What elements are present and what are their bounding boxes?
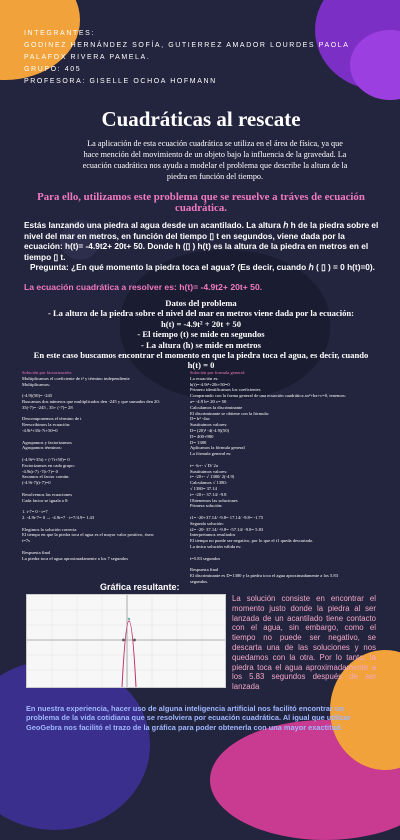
graph-parabola (122, 621, 136, 687)
experience-paragraph: En nuestra experiencia, hacer uso de alguna inteligencia artificial nos facilitó encontrar un problema de la vida cotidiana que se resolviera por ecuación cuadrática. Al igual que utilizar GeoGebra nos facilitó el trazo de la gráfica para poder obtenerla con una mayor exactitud. (26, 704, 351, 732)
formula-label: Solución por formula general: (190, 370, 246, 375)
header-line-integrantes: INTEGRANTES: (24, 30, 95, 37)
problem-data-title: Datos del problema (165, 298, 237, 308)
problem-data-line-3: - El tiempo (t) se mide en segundos (137, 329, 265, 340)
graph-root-positive (133, 639, 136, 642)
graph-plot (27, 595, 225, 687)
problem-data (28, 298, 374, 371)
graph-vertex (128, 618, 130, 620)
purpose-statement: Para ello, utilizamos este problema que se resuelve a tráves de ecuación cuadrática. (37, 191, 365, 214)
factorization-body: Multiplicamos el coeficiente de t² y término independiente Multiplicamos: (-4.9)(50)= -245 Buscamos dos números que multiplicados den -245 y que sumados den 20: 35(-7)= -245 , 35+ (-7)= 28 Descomponemos el término de t Reescribimos la ecuación: -4.9t²+35t-7t+50=0 Agrupamos y factorizamos Agrupamos términos: (-4.9t²+35t) + (-7t+50)= 0 Factorizamos en cada grupo: -4.9t(t-7) -7(t-7)= 0 Sacamos el factor común: (-4.9t-7)(t-7)=0 Resolvemos las ecuaciones Cada factor se iguala a 0: 1. t-7= 0 - t=7 2. -4.9t-7= 0 → -4.9t=7 · t=7/4.9= 1.43 Elegimos la solución correcta El tiempo en que la piedra toca el agua es el mayor valor positivo, ósea: t=7s Respuesta final La piedra toca el agua aproximadamente a los 7 segundos (22, 375, 160, 561)
graph-root-negative (122, 639, 125, 642)
problem-data-line-2: h(t) = -4.9t² + 20t + 50 (160, 318, 242, 329)
factorization-label: Solución por factorización: (22, 370, 73, 375)
geogebra-graph-image (26, 594, 226, 688)
problem-data-line-1: - La altura de la piedra sobre el nivel del mar en metros viene dada por la ecuación: (47, 308, 355, 319)
factorization-solution (22, 370, 190, 561)
problem-statement (24, 220, 380, 273)
problem-data-line-5: En este caso buscamos encontrar el momento en que la piedra toca el agua, es decir, cuando h(t) = 0 (33, 350, 369, 371)
formula-solution (190, 370, 380, 584)
question-text: Pregunta: ¿En qué momento la piedra toca el agua? (Es decir, cuando ℎ ( ▯ ) = 0 h(t)=0). (30, 262, 375, 273)
header-line-group: GRUPO: 405 (24, 66, 82, 73)
problem-text: Estás lanzando una piedra al agua desde un acantilado. La altura ℎ h de la piedra sobre el nivel del mar en metros, en función del tiempo ▯ t en segundos, viene dada por la ecuación: h(t)= -4.9t2+ 20t+ 50. Donde h (▯ ) h(t) es la altura de la piedra en metros en el tiempo ▯ t. (24, 220, 379, 262)
formula-body: La ecuación es: h(t)=-4.9t²+20t+50=0 Primero identificamos los coeficientes Comparando con la forma general de una ecuación cuadrática ax²+bx+c=0, tenemos: a= -4.9 b= 20 c= 50 Calculamos la discriminante El discriminante se obtiene con la fórmula: D= b² -4ac Sustituimos valores: D= (20)² -4(-4.9)(50) D= 400+980 D= 1380 Aplicamos la fórmula general La fórmula general es: t= -b+- √ D/ 2a Sustituimos valores: t= -20+- √ 1380/ 2(-4.9) Calculamos √ 1380: √ 1380= 37.14 t= -20+- 37.14/ -9.8 Obtenemos las soluciones Primera solución: t1= -20+37.14/ -9.8= 17.14/ -9.8= -1.75 Segunda solución: t2= -20- 37.14/ -9.8= -57.14/ -9.8= 5.83 Interpretamos resultados El tiempo no puede ser negativo, por lo que el t1 queda descartado. La única solución válida es: t=5.83 segundos Respuesta final El discriminante es D=1380 y la piedra toca el agua aproximadamente a los 5.83 segundos. (190, 375, 346, 584)
header-line-members: GODINEZ HERNÁNDEZ SOFÍA, GUTIERREZ AMADOR LOURDES PAOLA (24, 42, 350, 49)
header-line-teacher: PROFESORA: GISELLE OCHOA HOFMANN (24, 78, 217, 85)
header-line-members-2: PALAFOX RIVERA PAMELA. (24, 54, 151, 61)
conclusion-paragraph: La solución consiste en encontrar el momento justo donde la piedra al ser lanzada de un acantilado tiene contacto con el agua, sin embargo, como el tiempo no puede ser negativo, se descarta una de las soluciones y nos quedamos con la otra. Por lo tanto, la piedra toca el agua aproximadamente a los 5.83 segundos después de ser lanzada (232, 594, 376, 692)
poster-title: Cuadráticas al rescate (101, 107, 301, 131)
intro-paragraph: La aplicación de esta ecuación cuadrática se utiliza en el área de física, ya que hace mención del movimiento de un objeto bajo la influencia de la gravedad. La ecuación cuadrática nos ayuda a modelar el problema que describe la altura de la piedra en función del tiempo. (82, 139, 348, 181)
team-header (24, 28, 376, 88)
poster-panel (20, 14, 382, 786)
problem-data-line-4: - La altura (h) se mide en metros (141, 339, 261, 350)
graph-title: Gráfica resultante: (100, 582, 180, 592)
equation-statement: La ecuación cuadrática a resolver es: h(t)= -4.9t2+ 20t+ 50. (24, 282, 263, 292)
